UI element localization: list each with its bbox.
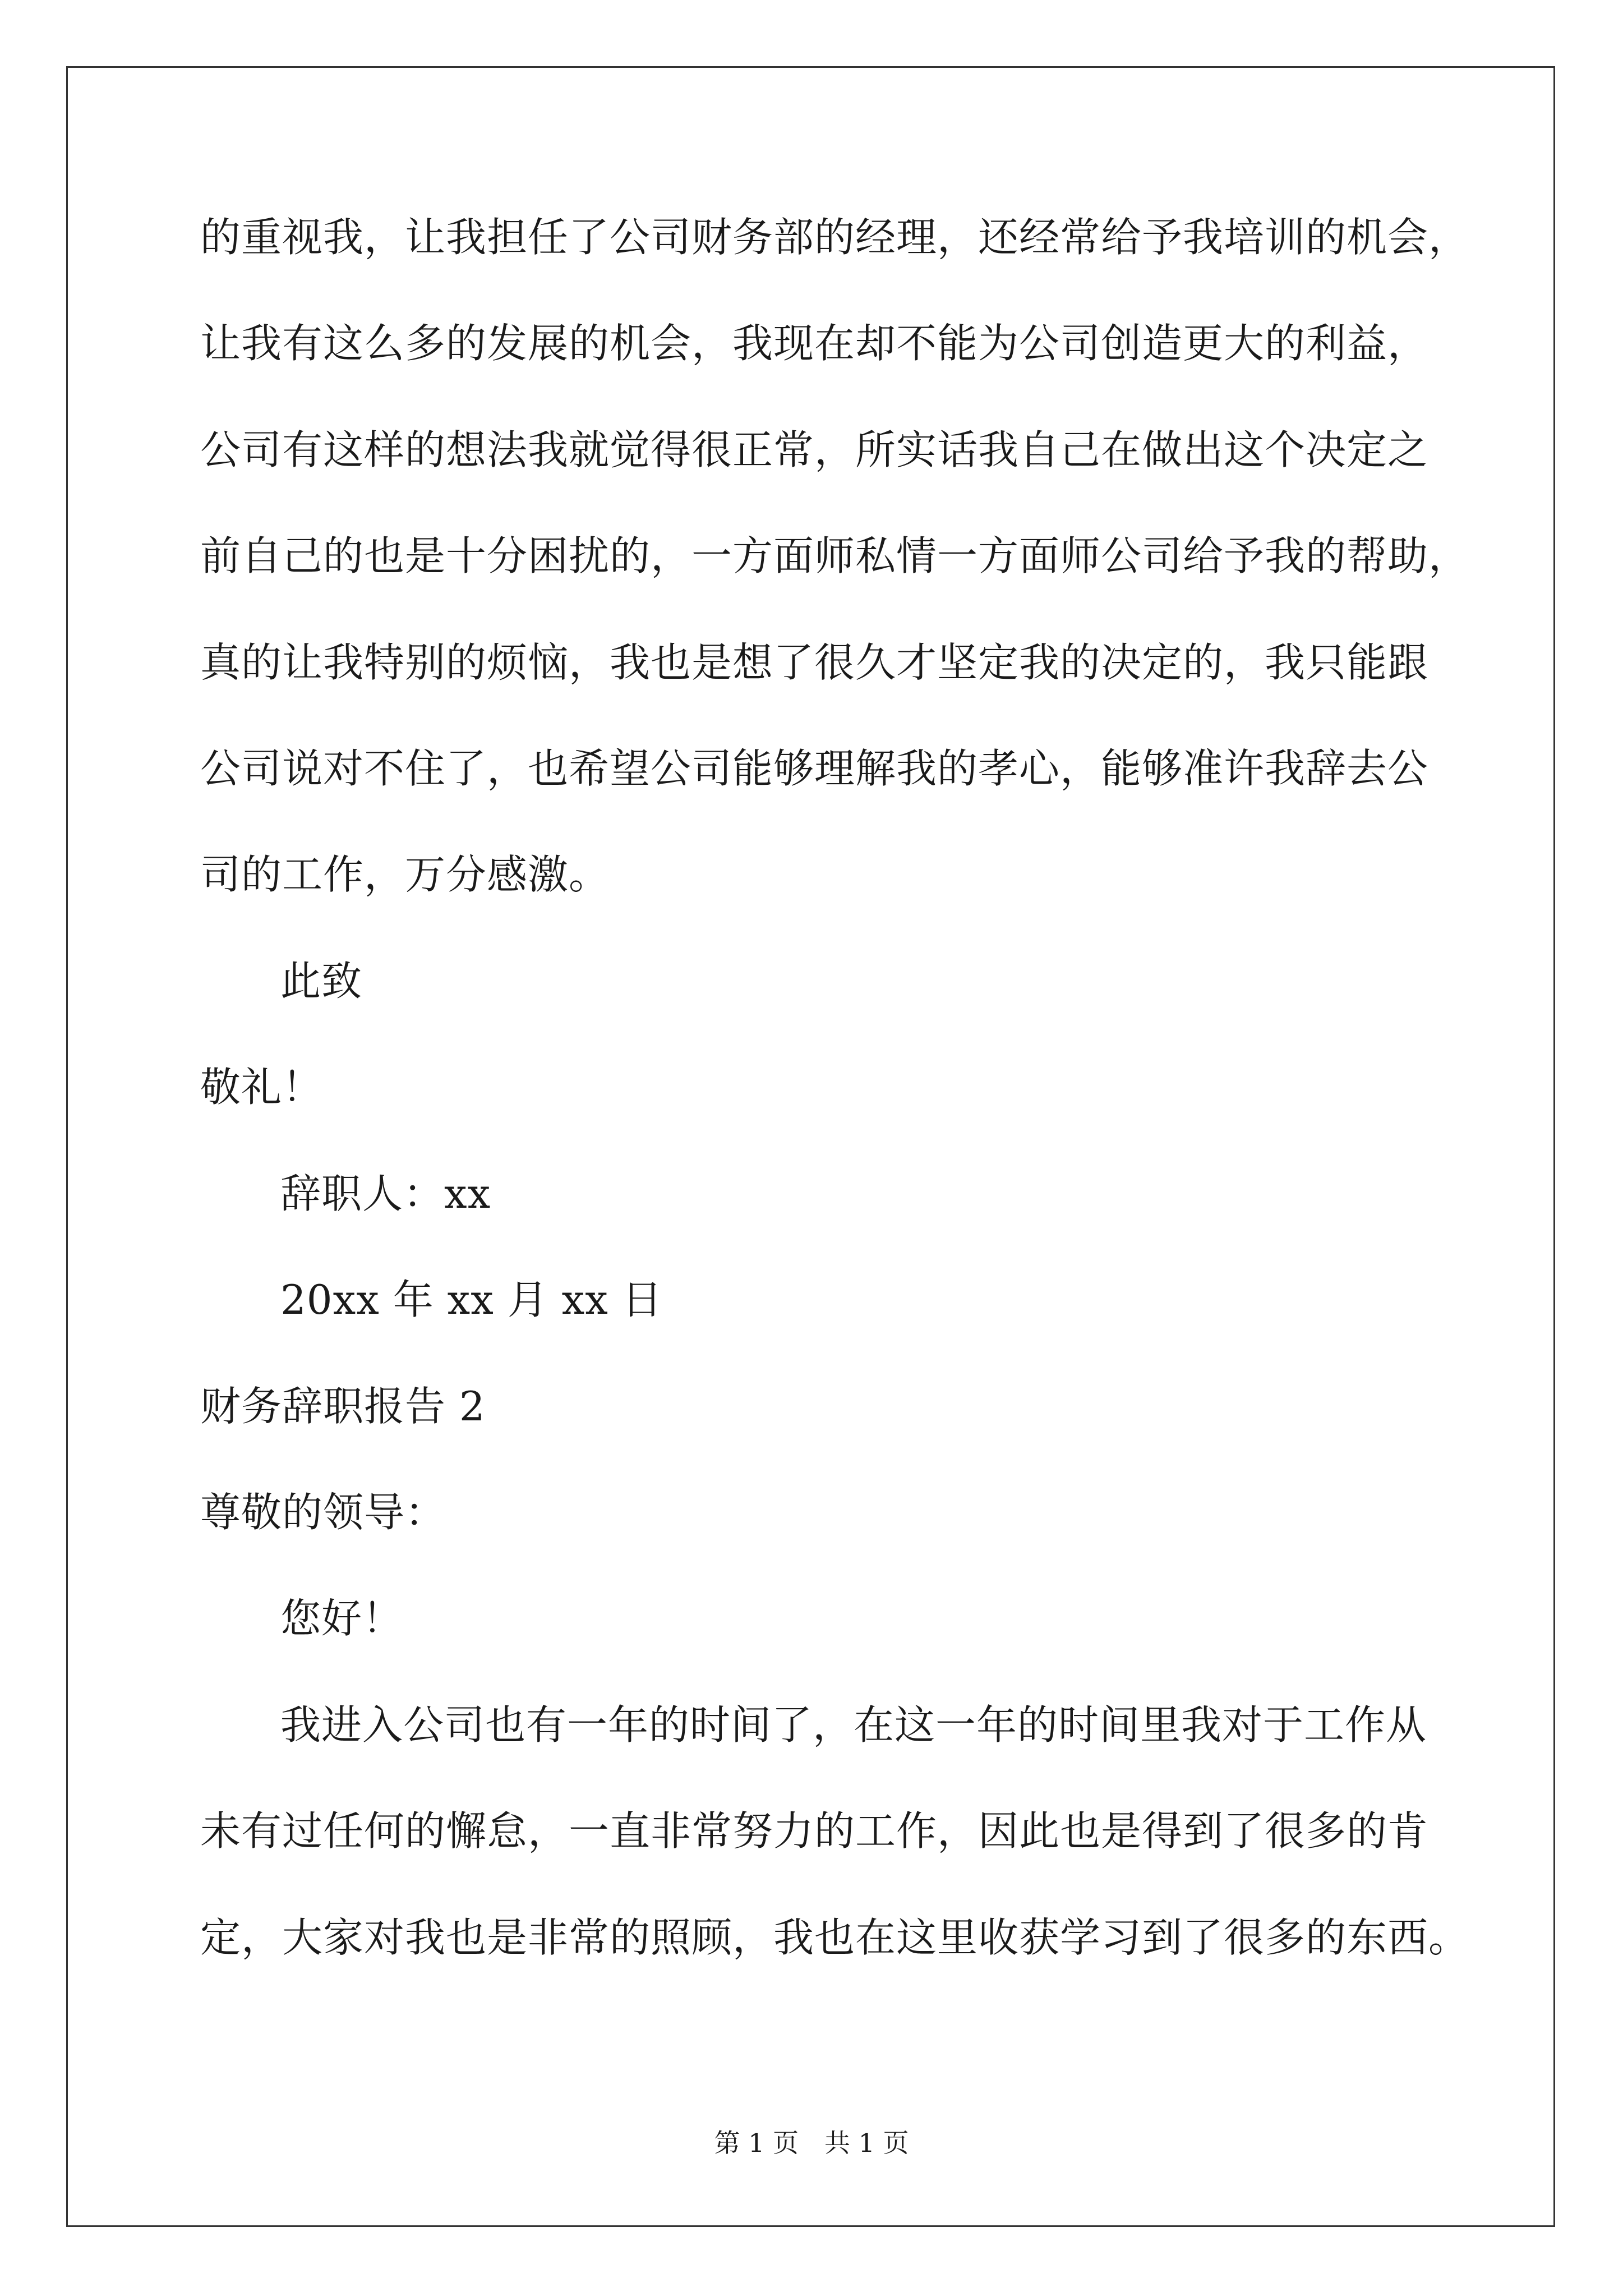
paragraph-line: 前自己的也是十分困扰的，一方面师私情一方面师公司给予我的帮助，: [200, 532, 1470, 579]
greeting-line: 尊敬的领导：: [200, 1489, 446, 1536]
paragraph-line: 司的工作，万分感激。: [200, 851, 610, 898]
paragraph-line: 定，大家对我也是非常的照顾，我也在这里收获学习到了很多的东西。: [200, 1914, 1470, 1961]
page-border: [66, 66, 1555, 2227]
greeting-hello: 您好！: [280, 1595, 404, 1642]
paragraph-line: 真的让我特别的烦恼，我也是想了很久才坚定我的决定的，我只能跟: [200, 639, 1429, 686]
section-title: 财务辞职报告 2: [200, 1383, 486, 1430]
paragraph-line: 公司说对不住了，也希望公司能够理解我的孝心，能够准许我辞去公: [200, 745, 1429, 792]
signature-line: 辞职人：xx: [280, 1170, 491, 1217]
paragraph-line: 的重视我，让我担任了公司财务部的经理，还经常给予我培训的机会，: [200, 214, 1470, 261]
paragraph-line: 公司有这样的想法我就觉得很正常，所实话我自己在做出这个决定之: [200, 426, 1429, 473]
paragraph-line: 我进入公司也有一年的时间了，在这一年的时间里我对于工作从: [280, 1701, 1427, 1749]
date-line: 20xx 年 xx 月 xx 日: [280, 1276, 663, 1323]
closing-salutation: 此致: [280, 958, 363, 1005]
paragraph-line: 未有过任何的懈怠，一直非常努力的工作，因此也是得到了很多的肯: [200, 1807, 1429, 1855]
paragraph-line: 让我有这么多的发展的机会，我现在却不能为公司创造更大的利益，: [200, 320, 1429, 367]
closing-regards: 敬礼！: [200, 1064, 324, 1111]
page-number-footer: 第 1 页 共 1 页: [714, 2128, 909, 2158]
